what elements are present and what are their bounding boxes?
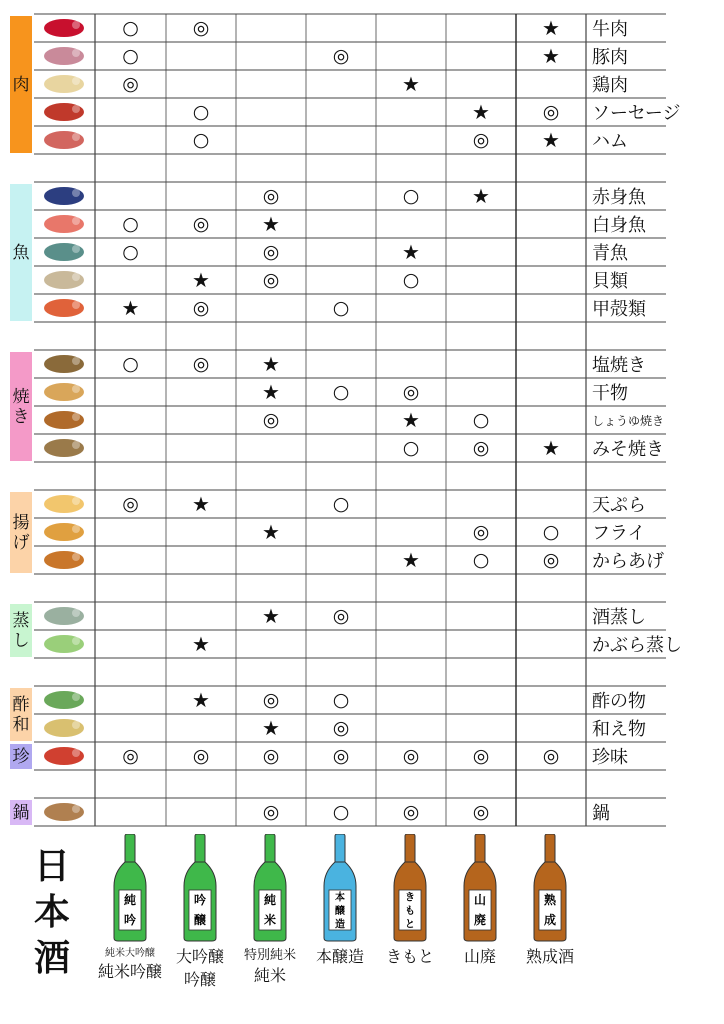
- pairing-mark: ◎: [192, 352, 210, 375]
- pairing-mark: ★: [402, 72, 420, 96]
- sake-label: きもと: [385, 947, 434, 966]
- grilled-fish-icon-highlight: [72, 357, 80, 365]
- pairing-mark: ◎: [122, 492, 139, 515]
- sake-label: 山廃: [463, 947, 496, 966]
- pairing-mark: ○: [542, 520, 560, 543]
- pairing-mark: ○: [122, 352, 139, 375]
- sake-label-2: 吟醸: [183, 970, 216, 989]
- pairing-mark: ◎: [402, 744, 420, 767]
- bottle-text: 醸: [193, 913, 207, 927]
- pairing-mark: ○: [332, 492, 350, 515]
- pairing-mark: ◎: [192, 296, 210, 319]
- pairing-mark: ★: [542, 16, 560, 40]
- bottle-text: も: [405, 906, 415, 917]
- pairing-mark: ○: [402, 436, 420, 459]
- sake-type-label: [378, 944, 442, 967]
- tuna-icon: [38, 184, 90, 208]
- food-label: 天ぷら: [592, 495, 646, 516]
- food-label: 塩焼き: [592, 355, 646, 376]
- category-1: [10, 184, 32, 321]
- pairing-mark: ○: [192, 100, 210, 123]
- sausage-icon: [38, 100, 90, 124]
- pairing-mark: ◎: [262, 408, 280, 431]
- miso-grilled-icon: [38, 436, 90, 460]
- pairing-mark: ◎: [472, 436, 490, 459]
- pairing-mark: ○: [332, 688, 350, 711]
- pairing-mark: ◎: [122, 744, 139, 767]
- pairing-mark: ◎: [192, 16, 210, 39]
- bottle-text: 吟: [123, 913, 137, 927]
- shellfish-icon: [38, 268, 90, 292]
- aemono-icon: [38, 716, 90, 740]
- grilled-fish-icon: [38, 352, 90, 376]
- hotpot-icon-highlight: [72, 805, 80, 813]
- food-label: フライ: [592, 523, 646, 544]
- sake-type-label: [518, 944, 582, 967]
- category-char: 蒸: [12, 610, 30, 631]
- pairing-mark: ◎: [192, 744, 210, 767]
- karaage-icon: [38, 548, 90, 572]
- food-label: かぶら蒸し: [592, 635, 682, 656]
- pairing-mark: ○: [402, 184, 420, 207]
- category-char: 揚: [12, 512, 30, 533]
- chicken-icon-highlight: [72, 77, 80, 85]
- pairing-mark: ○: [122, 44, 139, 67]
- category-char: 魚: [12, 242, 30, 263]
- category-4: [10, 604, 32, 657]
- sake-bottle-icon: [180, 834, 220, 942]
- bottle-text: 成: [543, 913, 557, 927]
- pairing-mark: ★: [262, 604, 280, 628]
- pairing-mark: ★: [402, 408, 420, 432]
- food-label: 貝類: [592, 271, 628, 292]
- pairing-mark: ◎: [262, 240, 280, 263]
- pig-icon: [38, 44, 90, 68]
- food-label: からあげ: [592, 551, 664, 572]
- pairing-mark: ○: [122, 16, 139, 39]
- pairing-mark: ○: [122, 212, 139, 235]
- turnip-icon: [38, 632, 90, 656]
- title-char: 日: [33, 845, 70, 887]
- dried-fish-icon: [38, 380, 90, 404]
- title-char: 酒: [33, 937, 70, 979]
- bottle-neck: [265, 834, 275, 864]
- crab-icon-highlight: [72, 301, 80, 309]
- food-label: ソーセージ: [592, 103, 681, 124]
- pairing-mark: ○: [332, 800, 350, 823]
- bottle-neck: [405, 834, 415, 864]
- tempura-icon: [38, 492, 90, 516]
- pairing-mark: ○: [332, 380, 350, 403]
- food-label: 鍋: [592, 803, 610, 824]
- category-char: 珍: [12, 746, 30, 767]
- category-5: [10, 688, 32, 741]
- mackerel-icon: [38, 240, 90, 264]
- pairing-mark: ★: [192, 632, 210, 656]
- pairing-mark: ★: [121, 296, 140, 320]
- sake-bottle-icon: [320, 834, 360, 942]
- ham-icon-highlight: [72, 133, 80, 141]
- sake-bottle-icon: [110, 834, 150, 942]
- sake-bottle-icon: [250, 834, 290, 942]
- aemono-icon-highlight: [72, 721, 80, 729]
- sake-type-label: [448, 944, 512, 967]
- bottle-text: き: [405, 892, 415, 904]
- bottle-neck: [475, 834, 485, 864]
- sake-sublabel: 純米大吟醸: [105, 948, 155, 959]
- sea-bream-icon: [38, 212, 90, 236]
- category-3: [10, 492, 32, 573]
- dried-fish-icon-highlight: [72, 385, 80, 393]
- pairing-mark: ★: [262, 380, 280, 404]
- category-char: げ: [12, 532, 30, 553]
- delicacy-icon-highlight: [72, 749, 80, 757]
- sake-label: 純米吟醸: [98, 962, 163, 981]
- category-char: 和: [12, 714, 30, 735]
- pairing-mark: ◎: [122, 72, 139, 95]
- sake-label: 特別純米: [243, 948, 296, 963]
- category-char: 鍋: [12, 802, 30, 823]
- pairing-mark: ★: [542, 436, 560, 460]
- food-label: 珍味: [592, 747, 628, 768]
- pairing-mark: ★: [402, 240, 420, 264]
- pairing-mark: ★: [262, 520, 280, 544]
- miso-grilled-icon-highlight: [72, 441, 80, 449]
- pairing-mark: ★: [192, 688, 210, 712]
- pairing-mark: ★: [192, 492, 210, 516]
- turnip-icon-highlight: [72, 637, 80, 645]
- bottle-text: 米: [263, 913, 277, 927]
- pairing-mark: ◎: [332, 744, 350, 767]
- category-7: [10, 800, 32, 825]
- sake-type-label: [308, 944, 372, 967]
- pairing-mark: ★: [192, 268, 210, 292]
- pairing-mark: ○: [122, 240, 139, 263]
- bottle-text: 醸: [335, 906, 345, 917]
- bottle-text: と: [405, 919, 415, 931]
- karaage-icon-highlight: [72, 553, 80, 561]
- pairing-mark: ★: [262, 716, 280, 740]
- chicken-icon: [38, 72, 90, 96]
- category-char: き: [12, 406, 30, 427]
- sake-label: 熟成酒: [525, 947, 574, 966]
- food-label: 和え物: [592, 719, 646, 740]
- ham-icon: [38, 128, 90, 152]
- pairing-mark: ◎: [472, 128, 490, 151]
- pairing-mark: ◎: [332, 44, 350, 67]
- cow-icon: [38, 16, 90, 40]
- pairing-mark: ○: [472, 548, 490, 571]
- pairing-mark: ○: [192, 128, 210, 151]
- bottle-text: 純: [263, 893, 277, 907]
- title-char: 本: [33, 891, 70, 933]
- delicacy-icon: [38, 744, 90, 768]
- pairing-mark: ◎: [542, 744, 560, 767]
- bottle-neck: [545, 834, 555, 864]
- pairing-mark: ◎: [332, 716, 350, 739]
- bottle-text: 吟: [193, 893, 207, 907]
- bottle-neck: [125, 834, 135, 864]
- food-label: 酒蒸し: [592, 607, 646, 628]
- pairing-mark: ○: [332, 296, 350, 319]
- pairing-mark: ◎: [262, 800, 280, 823]
- pairing-mark: ◎: [262, 184, 280, 207]
- bottle-text: 本: [335, 892, 345, 904]
- sake-bottle-icon: [390, 834, 430, 942]
- sake-label-2: 純米: [253, 966, 286, 985]
- sake-label: 本醸造: [315, 947, 364, 966]
- pairing-mark: ★: [402, 548, 420, 572]
- food-label: しょうゆ焼き: [592, 413, 665, 428]
- vinegared-icon-highlight: [72, 693, 80, 701]
- cow-icon-highlight: [72, 21, 80, 29]
- pairing-mark: ★: [542, 44, 560, 68]
- food-label: 酢の物: [592, 691, 646, 712]
- pairing-mark: ○: [402, 268, 420, 291]
- food-label: 豚肉: [592, 47, 628, 68]
- bottle-text: 純: [123, 893, 137, 907]
- bottle-text: 廃: [473, 913, 487, 927]
- food-label: 鶏肉: [592, 75, 628, 96]
- category-2: [10, 352, 32, 461]
- soy-grilled-icon: [38, 408, 90, 432]
- sake-label: 大吟醸: [175, 947, 224, 966]
- hotpot-icon: [38, 800, 90, 824]
- bottle-neck: [195, 834, 205, 864]
- food-label: 白身魚: [592, 215, 646, 236]
- pairing-mark: ◎: [262, 268, 280, 291]
- pairing-mark: ◎: [542, 100, 560, 123]
- pairing-mark: ◎: [472, 520, 490, 543]
- tuna-icon-highlight: [72, 189, 80, 197]
- pairing-mark: ◎: [472, 744, 490, 767]
- crab-icon: [38, 296, 90, 320]
- pairing-mark: ◎: [262, 744, 280, 767]
- tempura-icon-highlight: [72, 497, 80, 505]
- fry-icon-highlight: [72, 525, 80, 533]
- pairing-mark: ◎: [542, 548, 560, 571]
- food-label: 干物: [592, 383, 628, 404]
- pairing-mark: ◎: [192, 212, 210, 235]
- mackerel-icon-highlight: [72, 245, 80, 253]
- bottle-neck: [335, 834, 345, 864]
- clams-icon-highlight: [72, 609, 80, 617]
- soy-grilled-icon-highlight: [72, 413, 80, 421]
- pairing-mark: ○: [472, 408, 490, 431]
- food-label: 青魚: [592, 243, 628, 264]
- category-char: 酢: [12, 694, 30, 715]
- pairing-mark: ◎: [262, 688, 280, 711]
- bottle-text: 造: [335, 919, 345, 931]
- pairing-mark: ◎: [472, 800, 490, 823]
- category-char: 肉: [12, 74, 30, 95]
- sausage-icon-highlight: [72, 105, 80, 113]
- sake-type-label: [238, 944, 302, 986]
- food-label: ハム: [592, 131, 628, 152]
- pairing-mark: ★: [542, 128, 560, 152]
- category-char: し: [12, 630, 30, 651]
- pairing-mark: ◎: [332, 604, 350, 627]
- pairing-mark: ★: [472, 184, 490, 208]
- fry-icon: [38, 520, 90, 544]
- sake-type-label: [168, 944, 232, 990]
- sake-bottle-icon: [530, 834, 570, 942]
- bottle-text: 山: [473, 893, 487, 907]
- sea-bream-icon-highlight: [72, 217, 80, 225]
- pairing-mark: ◎: [402, 800, 420, 823]
- food-label: 赤身魚: [592, 187, 646, 208]
- food-label: 甲殻類: [592, 299, 646, 320]
- category-char: 焼: [12, 386, 30, 407]
- sake-bottle-icon: [460, 834, 500, 942]
- bottle-text: 熟: [543, 893, 557, 907]
- vinegared-icon: [38, 688, 90, 712]
- food-label: 牛肉: [592, 19, 628, 40]
- pairing-mark: ★: [262, 352, 280, 376]
- pairing-mark: ◎: [402, 380, 420, 403]
- shellfish-icon-highlight: [72, 273, 80, 281]
- food-label: みそ焼き: [592, 439, 664, 460]
- sake-type-label: [98, 944, 162, 982]
- category-0: [10, 16, 32, 153]
- pairing-mark: ★: [472, 100, 490, 124]
- sake-types-row: [0, 830, 724, 1024]
- pairing-mark: ★: [262, 212, 280, 236]
- category-6: [10, 744, 32, 769]
- clams-icon: [38, 604, 90, 628]
- pig-icon-highlight: [72, 49, 80, 57]
